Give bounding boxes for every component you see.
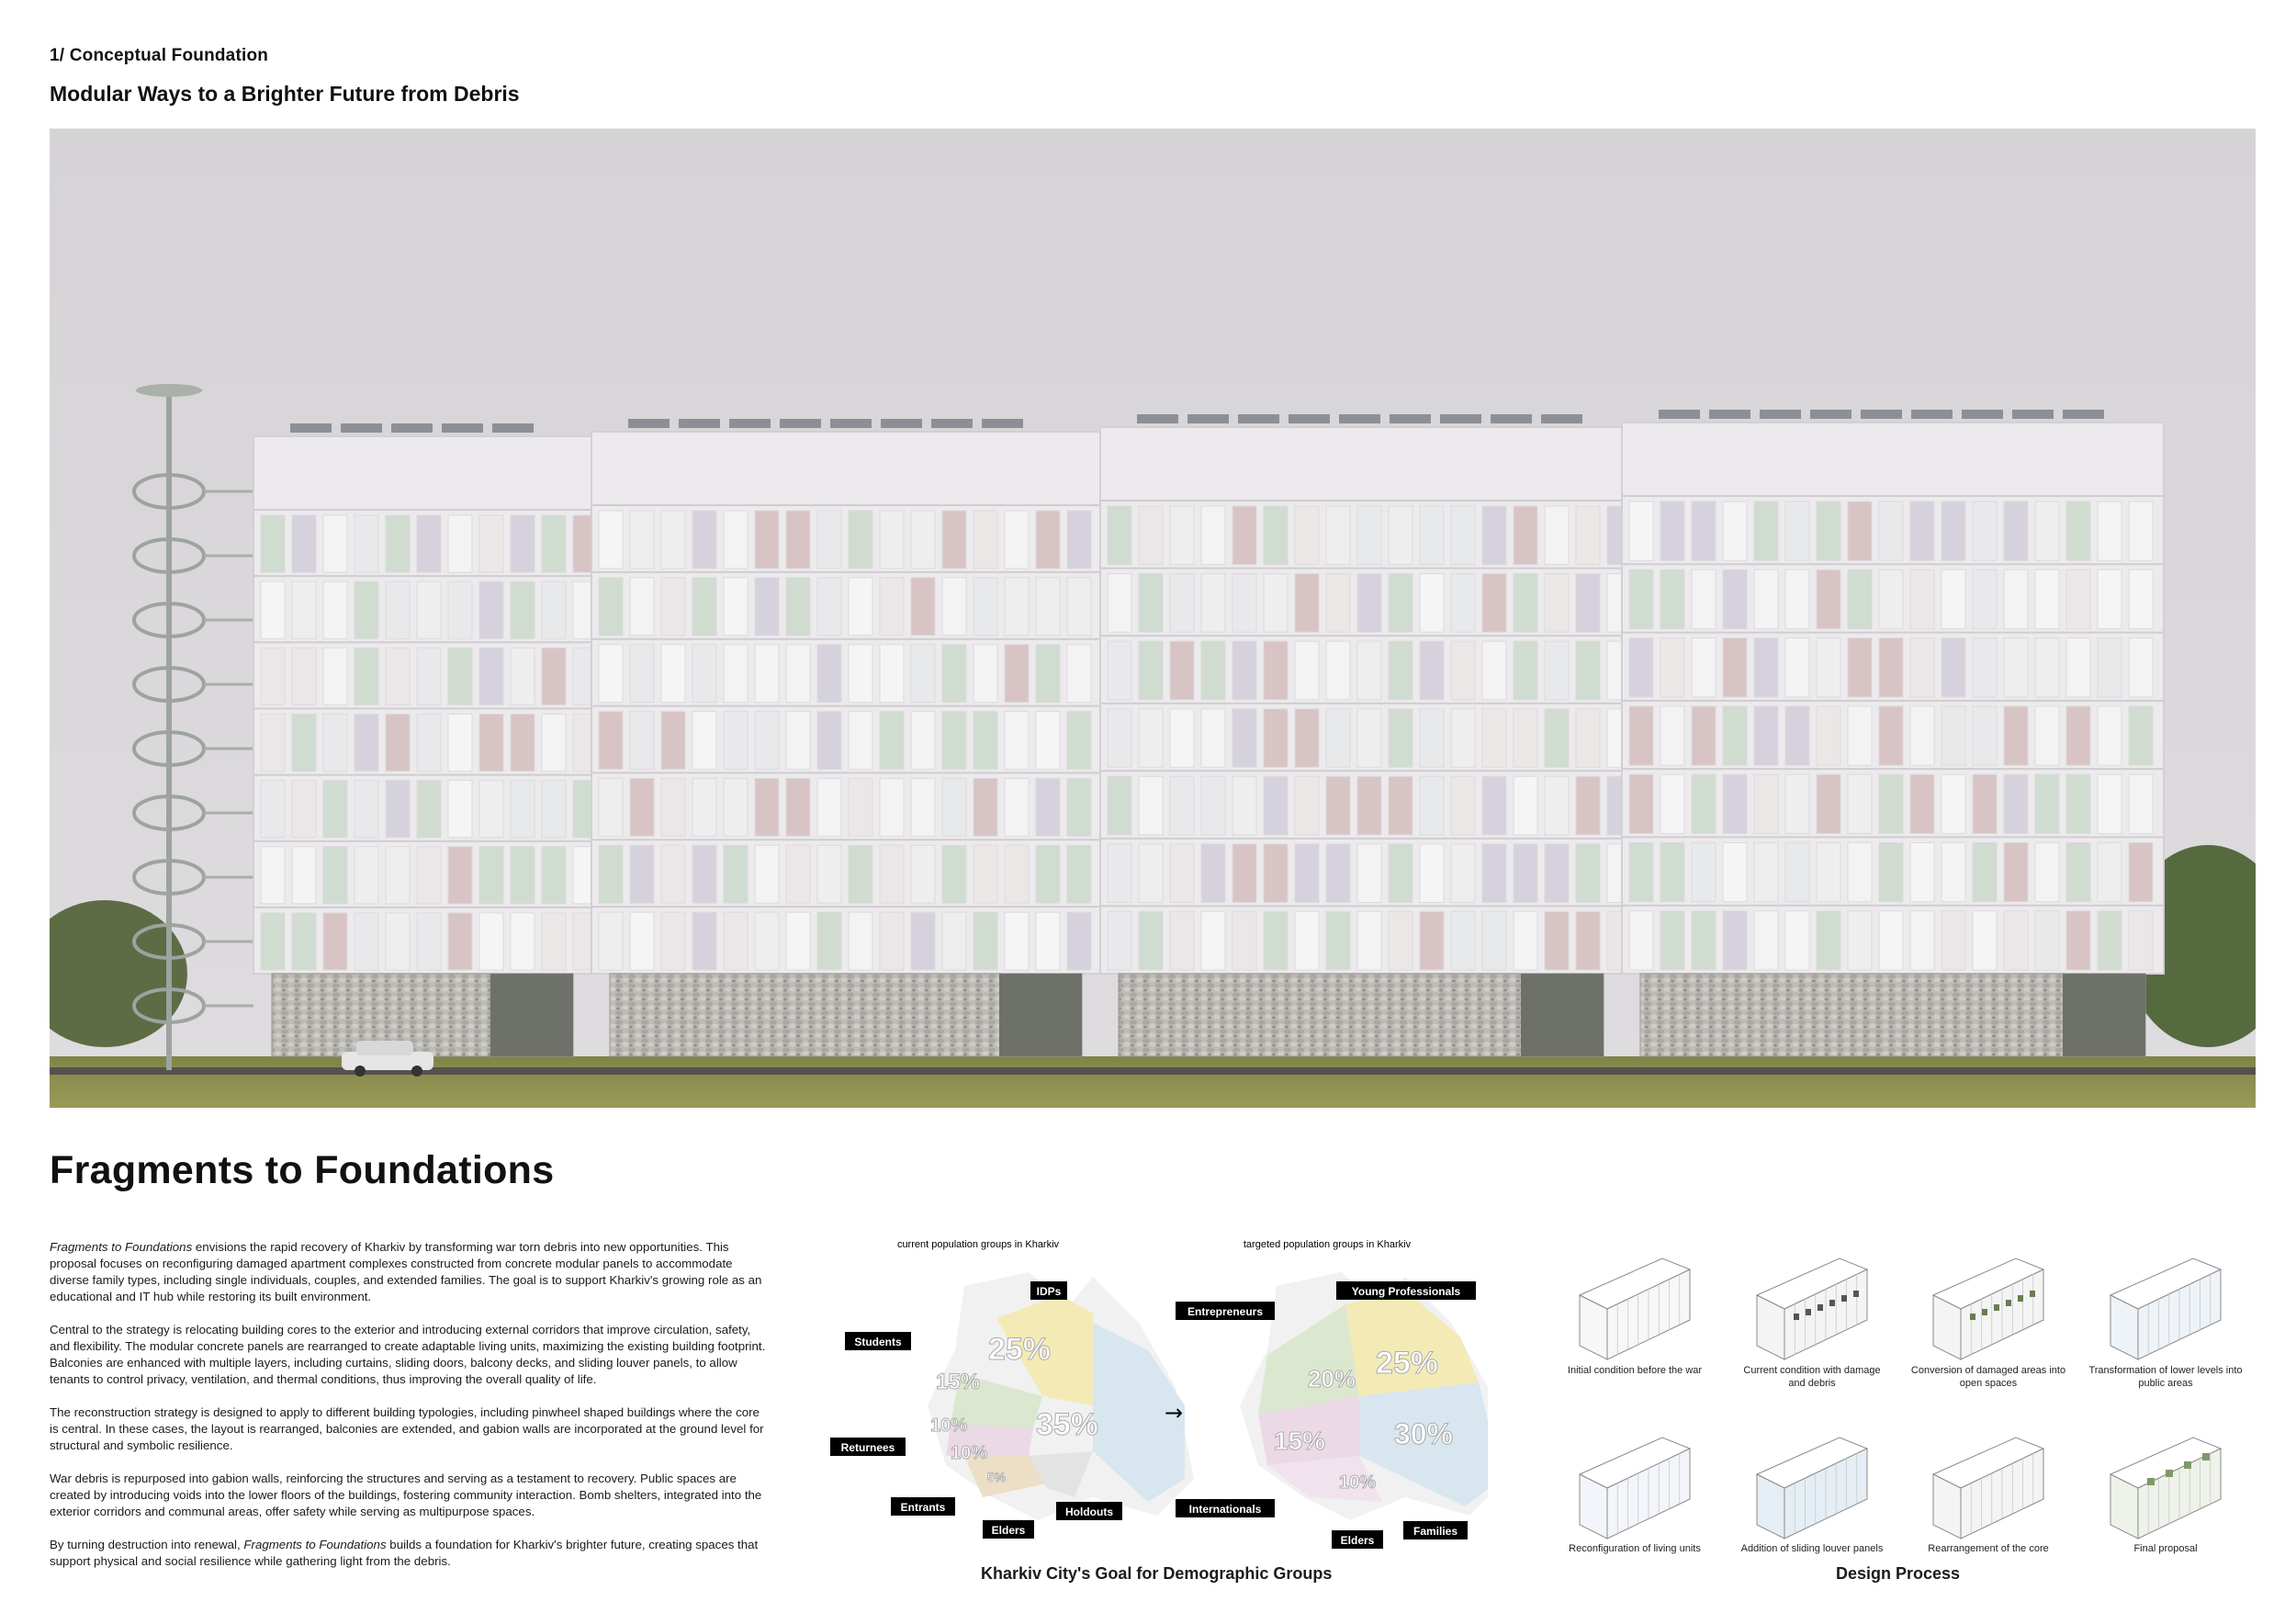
building-block-2: [591, 419, 1100, 1056]
svg-text:Elders: Elders: [991, 1524, 1026, 1537]
hero-rendering: [50, 129, 2256, 1108]
current-pct-holdouts: 35%: [1035, 1407, 1099, 1442]
project-name-italic: Fragments to Foundations: [243, 1538, 387, 1551]
building-block-4: [1622, 410, 2164, 1056]
svg-text:Internationals: Internationals: [1188, 1503, 1262, 1516]
page-subtitle: Modular Ways to a Brighter Future from Debris: [50, 82, 520, 106]
tag-internationals: [1176, 1499, 1275, 1517]
tag-elders: [983, 1520, 1034, 1539]
step-label-7: Rearrangement of the core: [1928, 1543, 2049, 1554]
design-step-8-sketch: [2110, 1438, 2221, 1539]
paragraph-1: [50, 1239, 771, 1305]
current-map-title: current population groups in Kharkiv: [896, 1239, 1060, 1250]
target-map-title: targeted population groups in Kharkiv: [1243, 1239, 1412, 1250]
design-step-6-sketch: [1757, 1438, 1867, 1539]
svg-text:Students: Students: [854, 1336, 902, 1348]
step-label-8: Final proposal: [2133, 1543, 2198, 1554]
step-label-3: Conversion of damaged areas into open spaces: [1910, 1365, 2066, 1389]
design-step-1-sketch: [1580, 1258, 1690, 1359]
tag-entrepreneurs: [1176, 1302, 1275, 1320]
paragraph-2: Central to the strategy is relocating building cores to the exterior and introducing external corridors that improve circulation, safety, and flexibility. The modular concrete panels are rearranged to create adaptable living units, maximizing the existing building footprint. Balconies are enhanced with multiple layers, including curtains, sliding doors, balcony decks, and sliding louver panels, to allow tenants to control privacy, ventilation, and thermal conditions, thus improving the overall quality of life.: [50, 1323, 766, 1386]
tag-entrants: [891, 1497, 955, 1516]
demographic-diagram: [827, 1231, 1488, 1594]
paragraph-5-text-a: By turning destruction into renewal,: [50, 1538, 244, 1551]
svg-text:Entrepreneurs: Entrepreneurs: [1187, 1305, 1264, 1318]
current-pct-elders: 5%: [986, 1470, 1007, 1484]
demographics-caption: Kharkiv City's Goal for Demographic Groups: [981, 1564, 1333, 1583]
target-pct-young-professionals: 25%: [1375, 1346, 1439, 1381]
tag-students: [845, 1332, 911, 1350]
svg-text:Holdouts: Holdouts: [1065, 1506, 1113, 1518]
step-label-4: Transformation of lower levels into public areas: [2088, 1365, 2243, 1389]
tag-returnees: [830, 1438, 906, 1456]
tag-holdouts: [1056, 1502, 1122, 1520]
tag-young-professionals: [1336, 1281, 1476, 1300]
design-step-4-sketch: [2110, 1258, 2221, 1359]
body-text: [50, 1239, 771, 1586]
design-step-7-sketch: [1933, 1438, 2043, 1539]
target-pct-elders: 10%: [1338, 1472, 1377, 1493]
step-label-2: Current condition with damage and debris: [1743, 1365, 1881, 1389]
target-pct-families: 30%: [1393, 1417, 1454, 1450]
tag-idps: [1030, 1281, 1067, 1300]
lamp-head: [136, 384, 202, 397]
design-process-caption: Design Process: [1836, 1564, 1961, 1583]
svg-text:IDPs: IDPs: [1036, 1285, 1062, 1298]
current-pct-entrants: 10%: [950, 1443, 988, 1463]
paragraph-5-text-b: builds a foundation for Kharkiv's brighter future, creating spaces that support physical and social resilience while gathering light from the debris.: [50, 1538, 759, 1568]
building-facade: [253, 410, 2164, 1056]
paragraph-5: [50, 1537, 771, 1570]
arrow-icon: →: [1164, 1400, 1184, 1426]
svg-text:Young Professionals: Young Professionals: [1351, 1285, 1461, 1298]
paragraph-1-text: envisions the rapid recovery of Kharkiv by transforming war torn debris into new opportunities. This proposal focuses on reconfiguring damaged apartment complexes constructed from concrete modular panels to accommodate diverse family types, including single individuals, couples, and extended families. The goal is to support Kharkiv's growing role as an educational and IT hub while restoring its built environment.: [50, 1240, 762, 1303]
step-label-1: Initial condition before the war: [1567, 1365, 1703, 1376]
main-title: Fragments to Foundations: [50, 1148, 555, 1192]
design-step-3-sketch: [1933, 1258, 2043, 1359]
design-step-5-sketch: [1580, 1438, 1690, 1539]
design-process-grid: [1552, 1245, 2268, 1566]
step-label-5: Reconfiguration of living units: [1569, 1543, 1701, 1554]
section-label: 1/ Conceptual Foundation: [50, 46, 269, 65]
project-name-italic: Fragments to Foundations: [50, 1240, 193, 1254]
svg-text:Returnees: Returnees: [840, 1441, 895, 1454]
svg-text:Entrants: Entrants: [900, 1501, 946, 1514]
svg-text:Families: Families: [1412, 1525, 1458, 1538]
target-pct-entrepreneurs: 20%: [1307, 1365, 1356, 1393]
step-label-6: Addition of sliding louver panels: [1740, 1543, 1884, 1554]
tag-families: [1403, 1521, 1468, 1539]
svg-text:Elders: Elders: [1340, 1534, 1375, 1547]
current-pct-students: 15%: [935, 1370, 981, 1394]
paragraph-4: War debris is repurposed into gabion walls, reinforcing the structures and serving as a testament to recovery. Public spaces are created by introducing voids into the lower floors of the buildings, fostering community interaction. Bomb shelters, integrated into the exterior corridors and communal areas, offer safety while serving as multipurpose spaces.: [50, 1472, 762, 1518]
current-map: [928, 1272, 1194, 1520]
design-step-2-sketch: [1757, 1258, 1867, 1359]
tag-elders-target: [1332, 1530, 1383, 1549]
building-block-1: [253, 423, 597, 1056]
target-pct-internationals: 15%: [1273, 1427, 1326, 1455]
current-pct-idps: 25%: [987, 1332, 1052, 1367]
paragraph-3: The reconstruction strategy is designed to apply to different building typologies, including pinwheel shaped buildings where the core is central. In these cases, the layout is rearranged, balconies are extended, and gabion walls are incorporated at the ground level for structural and symbolic resilience.: [50, 1405, 764, 1452]
building-block-3: [1100, 414, 1631, 1056]
current-pct-returnees: 10%: [929, 1415, 968, 1436]
